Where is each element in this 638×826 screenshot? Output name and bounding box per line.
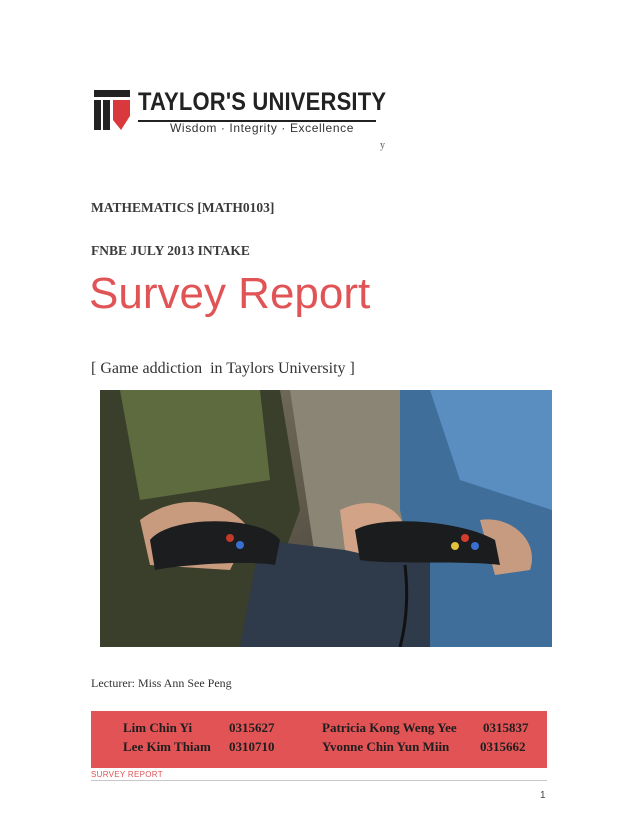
- member-4-id: 0315662: [480, 739, 526, 754]
- report-subtitle: [ Game addiction in Taylors University ]: [91, 360, 355, 377]
- intake-heading: FNBE JULY 2013 INTAKE: [91, 243, 250, 258]
- member-3-id: 0315837: [483, 720, 529, 735]
- university-motto: Wisdom · Integrity · Excellence: [170, 121, 354, 135]
- member-2-id: 0310710: [229, 739, 275, 754]
- member-4-name: Yvonne Chin Yun Miin: [322, 739, 450, 754]
- member-3-name: Patricia Kong Weng Yee: [322, 720, 457, 735]
- footer-divider: [91, 780, 547, 781]
- page-number: 1: [540, 790, 546, 801]
- team-members-band: [91, 711, 547, 768]
- subject-heading: MATHEMATICS [MATH0103]: [91, 200, 275, 215]
- member-2-name: Lee Kim Thiam: [123, 739, 211, 754]
- member-1-name: Lim Chin Yi: [123, 720, 193, 735]
- lecturer-line: Lecturer: Miss Ann See Peng: [91, 676, 232, 690]
- university-name: TAYLOR'S UNIVERSITY: [138, 88, 387, 116]
- taylors-shield-icon: [92, 88, 132, 148]
- stray-character: y: [380, 140, 385, 151]
- report-title: Survey Report: [89, 269, 371, 318]
- university-logo: [92, 88, 387, 148]
- member-1-id: 0315627: [229, 720, 275, 735]
- footer-label: SURVEY REPORT: [91, 770, 163, 779]
- cover-photo-gamers: [100, 390, 552, 647]
